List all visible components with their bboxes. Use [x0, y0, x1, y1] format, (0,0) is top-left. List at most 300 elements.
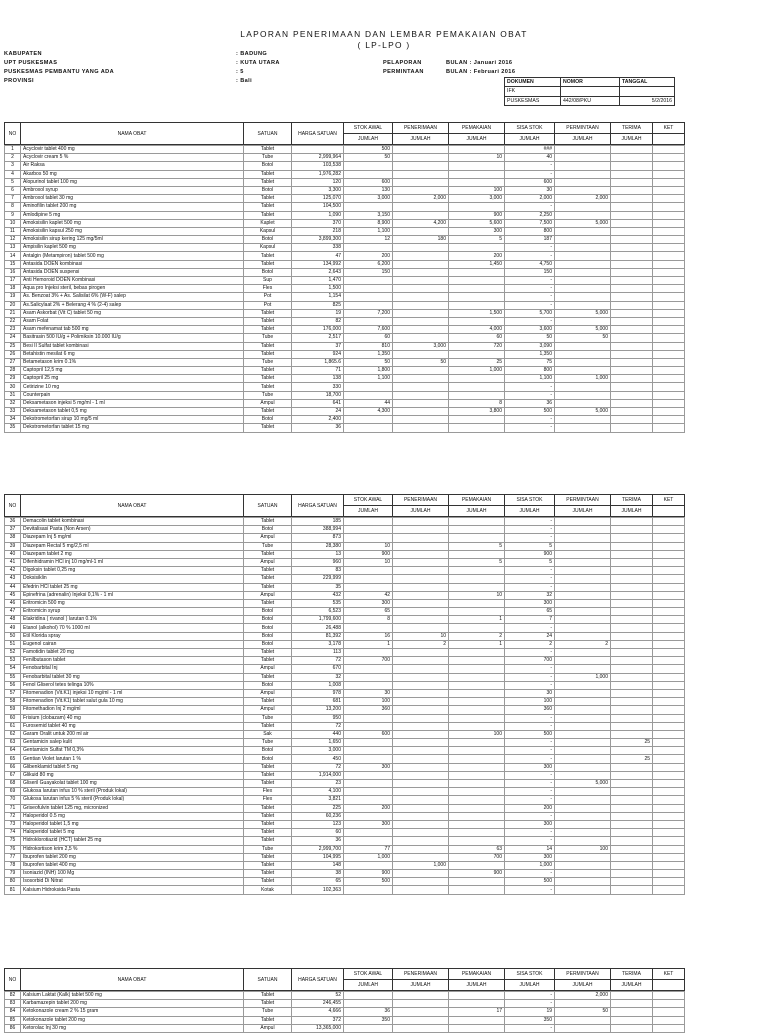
- cell-pemakaian: 2: [449, 632, 505, 640]
- cell-satuan: Sak: [244, 730, 292, 738]
- cell-no: 55: [5, 673, 21, 681]
- cell-stok-awal: 42: [344, 591, 393, 599]
- cell-harga: 229,999: [292, 575, 344, 583]
- cell-satuan: Tablet: [244, 804, 292, 812]
- cell-penerimaan: [393, 558, 449, 566]
- cell-sisa-stok: -: [505, 771, 555, 779]
- cell-nama-obat: Isoniazid (INH) 100 Mg: [21, 870, 244, 878]
- cell-satuan: Kapsul: [244, 227, 292, 235]
- cell-harga: 71: [292, 367, 344, 375]
- cell-permintaan: [555, 649, 611, 657]
- cell-ket: [653, 1008, 685, 1016]
- cell-nama-obat: Doksisiklin: [21, 575, 244, 583]
- cell-nama-obat: Kalsium Hidroksida Pasta: [21, 886, 244, 894]
- cell-permintaan: [555, 788, 611, 796]
- cell-stok-awal: 4,300: [344, 408, 393, 416]
- cell-no: 20: [5, 301, 21, 309]
- cell-penerimaan: [393, 992, 449, 1000]
- cell-permintaan: [555, 203, 611, 211]
- table-row: [5, 624, 685, 632]
- cell-sisa-stok: -: [505, 747, 555, 755]
- cell-harga: 81,392: [292, 632, 344, 640]
- table-row: [5, 689, 685, 697]
- cell-pemakaian: [449, 763, 505, 771]
- cell-ket: [653, 309, 685, 317]
- doc-cell: 5/2/2016: [620, 96, 675, 105]
- cell-ket: [653, 285, 685, 293]
- cell-harga: 6,523: [292, 608, 344, 616]
- cell-pemakaian: [449, 575, 505, 583]
- cell-stok-awal: [344, 665, 393, 673]
- cell-terima: [611, 178, 653, 186]
- cell-permintaan: [555, 878, 611, 886]
- cell-stok-awal: 100: [344, 698, 393, 706]
- cell-sisa-stok: 1,350: [505, 350, 555, 358]
- drug-table-section-3: [4, 968, 684, 1033]
- cell-satuan: Kapsul: [244, 244, 292, 252]
- cell-sisa-stok: -: [505, 170, 555, 178]
- cell-sisa-stok: 300: [505, 599, 555, 607]
- cell-ket: [653, 665, 685, 673]
- table-row: [5, 178, 685, 186]
- cell-permintaan: [555, 170, 611, 178]
- cell-penerimaan: [393, 722, 449, 730]
- cell-nama-obat: Eritromicin syrup: [21, 608, 244, 616]
- cell-pemakaian: [449, 1016, 505, 1024]
- cell-no: 25: [5, 342, 21, 350]
- cell-harga: 825: [292, 301, 344, 309]
- cell-penerimaan: [393, 162, 449, 170]
- cell-ket: [653, 268, 685, 276]
- cell-nama-obat: Frisium (clobazam) 40 mg: [21, 714, 244, 722]
- cell-ket: [653, 408, 685, 416]
- cell-pemakaian: [449, 755, 505, 763]
- document-table: [504, 77, 675, 106]
- cell-terima: [611, 698, 653, 706]
- table-row: [5, 820, 685, 828]
- cell-stok-awal: [344, 293, 393, 301]
- cell-sisa-stok: 7: [505, 616, 555, 624]
- cell-stok-awal: 3,000: [344, 195, 393, 203]
- cell-ket: [653, 162, 685, 170]
- cell-harga: 924: [292, 350, 344, 358]
- cell-terima: [611, 870, 653, 878]
- cell-no: 35: [5, 424, 21, 432]
- cell-harga: 113: [292, 649, 344, 657]
- cell-no: 7: [5, 195, 21, 203]
- cell-no: 82: [5, 992, 21, 1000]
- cell-no: 42: [5, 567, 21, 575]
- cell-permintaan: [555, 162, 611, 170]
- cell-terima: [611, 788, 653, 796]
- cell-nama-obat: Ambroxol tablet 30 mg: [21, 195, 244, 203]
- cell-ket: [653, 861, 685, 869]
- col-jumlah: JUMLAH: [555, 980, 611, 991]
- col-no: NO: [5, 969, 21, 991]
- col-nama-obat: NAMA OBAT: [21, 123, 244, 145]
- col-penerimaan: PENERIMAAN: [393, 123, 449, 134]
- cell-satuan: Tube: [244, 739, 292, 747]
- cell-penerimaan: [393, 591, 449, 599]
- report-subtitle: ( LP-LPO ): [357, 40, 411, 50]
- cell-sisa-stok: 2,250: [505, 211, 555, 219]
- doc-header-cell: NOMOR: [561, 78, 620, 87]
- cell-pemakaian: 60: [449, 334, 505, 342]
- cell-stok-awal: 6,200: [344, 260, 393, 268]
- drug-table-section-2: [4, 494, 684, 895]
- cell-penerimaan: [393, 399, 449, 407]
- cell-no: 67: [5, 771, 21, 779]
- cell-satuan: Tablet: [244, 771, 292, 779]
- table-row: [5, 550, 685, 558]
- cell-no: 57: [5, 689, 21, 697]
- cell-sisa-stok: -: [505, 665, 555, 673]
- cell-sisa-stok: -: [505, 886, 555, 894]
- cell-penerimaan: [393, 1024, 449, 1032]
- cell-ket: [653, 599, 685, 607]
- cell-ket: [653, 673, 685, 681]
- cell-satuan: Tablet: [244, 763, 292, 771]
- cell-ket: [653, 518, 685, 526]
- cell-satuan: Tablet: [244, 383, 292, 391]
- cell-stok-awal: 50: [344, 358, 393, 366]
- cell-sisa-stok: 14: [505, 845, 555, 853]
- cell-no: 33: [5, 408, 21, 416]
- cell-nama-obat: Karbamazepin tablet 200 mg: [21, 1000, 244, 1008]
- cell-terima: [611, 763, 653, 771]
- cell-terima: [611, 277, 653, 285]
- table-row: [5, 293, 685, 301]
- cell-pemakaian: 700: [449, 853, 505, 861]
- cell-stok-awal: 7,600: [344, 326, 393, 334]
- cell-permintaan: 1,000: [555, 673, 611, 681]
- cell-pemakaian: 8: [449, 399, 505, 407]
- cell-no: 44: [5, 583, 21, 591]
- cell-sisa-stok: -: [505, 812, 555, 820]
- cell-ket: [653, 195, 685, 203]
- cell-sisa-stok: 900: [505, 550, 555, 558]
- cell-permintaan: [555, 665, 611, 673]
- cell-no: 36: [5, 518, 21, 526]
- cell-penerimaan: [393, 252, 449, 260]
- cell-ket: [653, 293, 685, 301]
- cell-permintaan: [555, 624, 611, 632]
- cell-satuan: Tube: [244, 154, 292, 162]
- cell-ket: [653, 820, 685, 828]
- cell-no: 5: [5, 178, 21, 186]
- cell-sisa-stok: 500: [505, 408, 555, 416]
- cell-nama-obat: Griseofulvin tablet 125 mg, micronized: [21, 804, 244, 812]
- table-row: [5, 747, 685, 755]
- cell-penerimaan: [393, 301, 449, 309]
- cell-permintaan: [555, 632, 611, 640]
- cell-nama-obat: Betahistin mesilat 6 mg: [21, 350, 244, 358]
- table-row: [5, 268, 685, 276]
- cell-nama-obat: Betametason krim 0.1%: [21, 358, 244, 366]
- cell-penerimaan: [393, 763, 449, 771]
- cell-ket: [653, 178, 685, 186]
- cell-nama-obat: Glikuid 80 mg: [21, 771, 244, 779]
- cell-terima: [611, 624, 653, 632]
- cell-pemakaian: [449, 170, 505, 178]
- cell-sisa-stok: 187: [505, 236, 555, 244]
- cell-penerimaan: [393, 583, 449, 591]
- cell-sisa-stok: -: [505, 714, 555, 722]
- cell-permintaan: [555, 227, 611, 235]
- cell-stok-awal: [344, 424, 393, 432]
- table-row: [5, 681, 685, 689]
- cell-sisa-stok: -: [505, 780, 555, 788]
- cell-no: 31: [5, 391, 21, 399]
- cell-penerimaan: [393, 383, 449, 391]
- cell-pemakaian: [449, 391, 505, 399]
- cell-nama-obat: Eugenol cairan: [21, 640, 244, 648]
- col-terima: TERIMA: [611, 969, 653, 980]
- cell-harga: 3,821: [292, 796, 344, 804]
- cell-stok-awal: [344, 1000, 393, 1008]
- table-row: [5, 1024, 685, 1032]
- cell-pemakaian: [449, 812, 505, 820]
- cell-no: 54: [5, 665, 21, 673]
- cell-ket: [653, 657, 685, 665]
- cell-satuan: Tube: [244, 334, 292, 342]
- cell-permintaan: 50: [555, 334, 611, 342]
- cell-ket: [653, 534, 685, 542]
- cell-harga: 13,365,000: [292, 1024, 344, 1032]
- cell-harga: 24: [292, 408, 344, 416]
- cell-ket: [653, 730, 685, 738]
- table-row: [5, 1016, 685, 1024]
- cell-satuan: Tablet: [244, 567, 292, 575]
- cell-satuan: Tablet: [244, 367, 292, 375]
- cell-penerimaan: 2,000: [393, 195, 449, 203]
- cell-stok-awal: 900: [344, 550, 393, 558]
- doc-header-cell: TANGGAL: [620, 78, 675, 87]
- cell-pemakaian: 3,000: [449, 195, 505, 203]
- cell-terima: [611, 665, 653, 673]
- cell-nama-obat: Epinefrina (adrenalin) Injeksi 0,1% - 1 ml: [21, 591, 244, 599]
- cell-no: 71: [5, 804, 21, 812]
- cell-nama-obat: Ampisilin kaplet 500 mg: [21, 244, 244, 252]
- cell-pemakaian: [449, 837, 505, 845]
- cell-nama-obat: Amoksisilin sirup kering 125 mg/5ml: [21, 236, 244, 244]
- cell-sisa-stok: -: [505, 285, 555, 293]
- cell-nama-obat: Digoksin tablet 0,25 mg: [21, 567, 244, 575]
- cell-satuan: Tablet: [244, 203, 292, 211]
- cell-sisa-stok: -: [505, 649, 555, 657]
- table-row: [5, 195, 685, 203]
- cell-permintaan: [555, 285, 611, 293]
- cell-ket: [653, 837, 685, 845]
- cell-penerimaan: [393, 260, 449, 268]
- cell-stok-awal: 700: [344, 657, 393, 665]
- cell-stok-awal: [344, 317, 393, 325]
- table-row: [5, 154, 685, 162]
- cell-sisa-stok: ###: [505, 146, 555, 154]
- col-sisa-stok: SISA STOK: [505, 495, 555, 506]
- table-row: [5, 632, 685, 640]
- cell-nama-obat: Ibuprofen tablet 400 mg: [21, 861, 244, 869]
- cell-penerimaan: [393, 227, 449, 235]
- cell-stok-awal: [344, 170, 393, 178]
- col-pemakaian: PEMAKAIAN: [449, 969, 505, 980]
- cell-sisa-stok: -: [505, 567, 555, 575]
- cell-harga: 120: [292, 178, 344, 186]
- cell-penerimaan: [393, 575, 449, 583]
- table-row: [5, 526, 685, 534]
- cell-stok-awal: 10: [344, 542, 393, 550]
- cell-ket: [653, 853, 685, 861]
- cell-harga: 1,914,000: [292, 771, 344, 779]
- cell-terima: [611, 829, 653, 837]
- cell-sisa-stok: -: [505, 1000, 555, 1008]
- cell-no: 76: [5, 845, 21, 853]
- cell-pemakaian: [449, 567, 505, 575]
- cell-ket: [653, 367, 685, 375]
- cell-terima: [611, 747, 653, 755]
- cell-stok-awal: 600: [344, 730, 393, 738]
- cell-sisa-stok: 5: [505, 542, 555, 550]
- cell-permintaan: [555, 542, 611, 550]
- cell-terima: [611, 170, 653, 178]
- cell-sisa-stok: 30: [505, 689, 555, 697]
- cell-satuan: Tablet: [244, 195, 292, 203]
- cell-penerimaan: [393, 706, 449, 714]
- cell-no: 48: [5, 616, 21, 624]
- cell-satuan: Tablet: [244, 146, 292, 154]
- cell-sisa-stok: 800: [505, 227, 555, 235]
- col-harga-satuan: HARGA SATUAN: [292, 969, 344, 991]
- cell-penerimaan: [393, 334, 449, 342]
- doc-cell: PUSKESMAS: [505, 96, 561, 105]
- cell-terima: [611, 542, 653, 550]
- cell-permintaan: [555, 1000, 611, 1008]
- col-satuan: SATUAN: [244, 123, 292, 145]
- cell-no: 50: [5, 632, 21, 640]
- cell-penerimaan: [393, 203, 449, 211]
- cell-pemakaian: [449, 829, 505, 837]
- cell-harga: 873: [292, 534, 344, 542]
- cell-no: 47: [5, 608, 21, 616]
- cell-pemakaian: [449, 689, 505, 697]
- cell-terima: [611, 391, 653, 399]
- cell-stok-awal: [344, 739, 393, 747]
- cell-permintaan: [555, 583, 611, 591]
- cell-nama-obat: Deksametason tablet 0,5 mg: [21, 408, 244, 416]
- cell-satuan: Tube: [244, 391, 292, 399]
- cell-satuan: Tablet: [244, 326, 292, 334]
- table-row: [5, 367, 685, 375]
- cell-terima: [611, 383, 653, 391]
- cell-ket: [653, 780, 685, 788]
- cell-stok-awal: [344, 829, 393, 837]
- cell-stok-awal: 60: [344, 334, 393, 342]
- cell-nama-obat: Efedrin HCl tablet 25 mg: [21, 583, 244, 591]
- cell-stok-awal: [344, 575, 393, 583]
- cell-stok-awal: 10: [344, 558, 393, 566]
- cell-sisa-stok: -: [505, 575, 555, 583]
- cell-nama-obat: As.Salicylaat 2% + Belerang 4 % (2-4) salep: [21, 301, 244, 309]
- cell-permintaan: [555, 755, 611, 763]
- cell-stok-awal: [344, 755, 393, 763]
- cell-nama-obat: Furosemid tablet 40 mg: [21, 722, 244, 730]
- cell-permintaan: 1,000: [555, 375, 611, 383]
- cell-ket: [653, 763, 685, 771]
- cell-terima: [611, 1016, 653, 1024]
- cell-permintaan: [555, 518, 611, 526]
- cell-no: 27: [5, 358, 21, 366]
- cell-terima: [611, 583, 653, 591]
- cell-sisa-stok: -: [505, 252, 555, 260]
- cell-sisa-stok: -: [505, 755, 555, 763]
- cell-pemakaian: 63: [449, 845, 505, 853]
- cell-sisa-stok: -: [505, 673, 555, 681]
- cell-ket: [653, 878, 685, 886]
- col-ket-blank: [653, 506, 685, 517]
- cell-harga: 18,700: [292, 391, 344, 399]
- cell-ket: [653, 583, 685, 591]
- cell-pemakaian: [449, 608, 505, 616]
- cell-stok-awal: [344, 812, 393, 820]
- cell-satuan: Ampul: [244, 399, 292, 407]
- cell-sisa-stok: 7,500: [505, 219, 555, 227]
- report-title: LAPORAN PENERIMAAN DAN LEMBAR PEMAKAIAN OBAT: [240, 29, 528, 39]
- cell-harga: 104,995: [292, 853, 344, 861]
- cell-satuan: Tablet: [244, 722, 292, 730]
- cell-harga: 52: [292, 992, 344, 1000]
- col-jumlah: JUMLAH: [555, 506, 611, 517]
- cell-pemakaian: [449, 861, 505, 869]
- cell-nama-obat: Dekstrometorfan sirup 10 mg/5 ml: [21, 416, 244, 424]
- cell-satuan: Flex: [244, 796, 292, 804]
- cell-ket: [653, 211, 685, 219]
- cell-terima: [611, 616, 653, 624]
- cell-penerimaan: [393, 870, 449, 878]
- cell-permintaan: 5,000: [555, 309, 611, 317]
- cell-no: 64: [5, 747, 21, 755]
- cell-nama-obat: Dekstrometorfan tablet 15 mg: [21, 424, 244, 432]
- cell-permintaan: [555, 211, 611, 219]
- col-harga-satuan: HARGA SATUAN: [292, 123, 344, 145]
- cell-sisa-stok: 360: [505, 706, 555, 714]
- cell-no: 40: [5, 550, 21, 558]
- cell-terima: [611, 608, 653, 616]
- drug-rows: [4, 517, 685, 895]
- table-row: [5, 722, 685, 730]
- cell-pemakaian: 5: [449, 236, 505, 244]
- cell-permintaan: [555, 260, 611, 268]
- column-header: [4, 122, 685, 145]
- cell-satuan: Tablet: [244, 870, 292, 878]
- cell-stok-awal: 500: [344, 146, 393, 154]
- cell-satuan: Tube: [244, 542, 292, 550]
- cell-permintaan: [555, 853, 611, 861]
- cell-satuan: Tablet: [244, 1016, 292, 1024]
- cell-harga: 960: [292, 558, 344, 566]
- cell-stok-awal: [344, 837, 393, 845]
- cell-permintaan: [555, 714, 611, 722]
- cell-terima: [611, 195, 653, 203]
- table-row: [5, 227, 685, 235]
- cell-sisa-stok: -: [505, 870, 555, 878]
- cell-stok-awal: 8: [344, 616, 393, 624]
- cell-no: 74: [5, 829, 21, 837]
- table-row: [5, 649, 685, 657]
- cell-pemakaian: 10: [449, 591, 505, 599]
- cell-penerimaan: [393, 326, 449, 334]
- cell-harga: 2,643: [292, 268, 344, 276]
- cell-ket: [653, 567, 685, 575]
